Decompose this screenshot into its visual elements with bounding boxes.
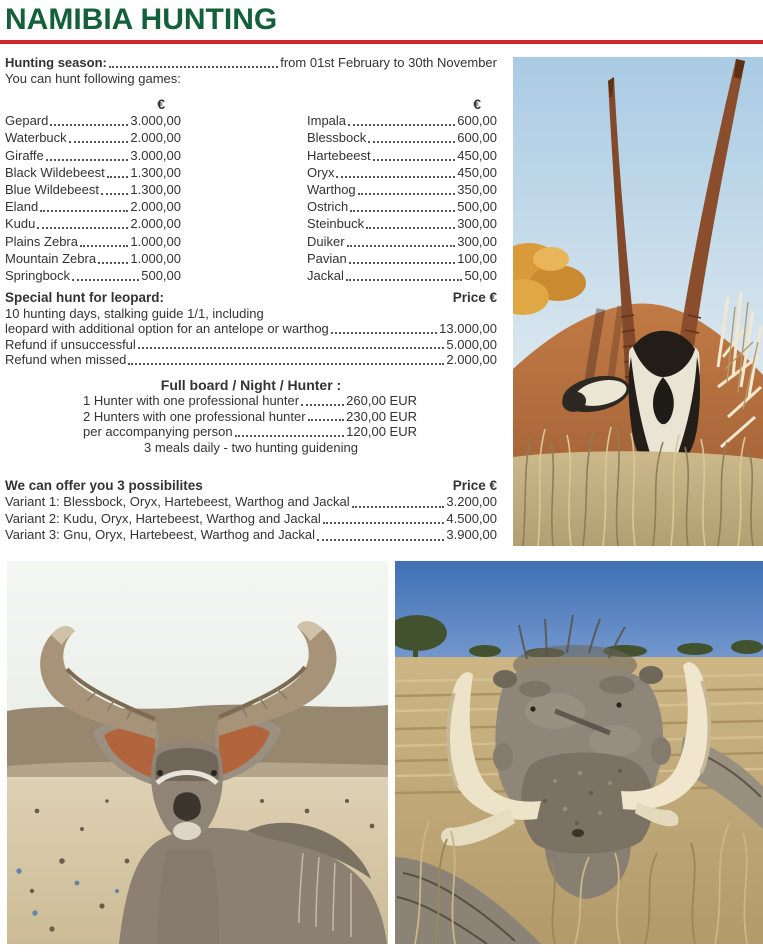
board-row-price: 120,00 EUR <box>346 424 417 440</box>
dot-leader <box>80 245 128 247</box>
game-row <box>5 215 181 232</box>
dot-leader <box>373 159 456 161</box>
game-name: Gepard <box>5 113 49 129</box>
game-row <box>5 250 181 267</box>
game-name: Ostrich <box>307 199 349 215</box>
currency-header-right: € <box>473 96 481 112</box>
game-row <box>307 112 497 129</box>
leopard-row-price: 5.000,00 <box>446 336 497 352</box>
game-row <box>5 267 181 284</box>
offers-section <box>5 478 497 544</box>
dot-leader <box>366 227 455 229</box>
dot-leader <box>358 193 456 195</box>
dot-leader <box>331 332 437 334</box>
game-row <box>307 215 497 232</box>
dot-leader <box>347 245 456 247</box>
game-price: 2.000,00 <box>130 130 181 146</box>
warthog-photo <box>395 561 763 944</box>
dot-leader <box>349 262 455 264</box>
game-price: 300,00 <box>457 233 497 249</box>
leopard-row <box>5 321 497 337</box>
leopard-row <box>5 337 497 353</box>
game-name: Kudu <box>5 216 36 232</box>
game-price: 1.300,00 <box>130 181 181 197</box>
oryx-illustration <box>513 57 763 546</box>
offer-row <box>5 511 497 528</box>
full-board-section <box>5 377 497 456</box>
board-row-price: 260,00 EUR <box>346 392 417 408</box>
board-note: 3 meals daily - two hunting guidening <box>144 440 358 456</box>
game-name: Pavian <box>307 250 347 266</box>
game-price: 350,00 <box>457 181 497 197</box>
game-name: Black Wildebeest <box>5 164 105 180</box>
game-name: Springbock <box>5 267 71 283</box>
price-header: Price € <box>452 478 497 494</box>
kudu-neck <box>157 849 219 944</box>
game-name: Plains Zebra <box>5 233 78 249</box>
game-name: Duiker <box>307 233 345 249</box>
offer-row-price: 4.500,00 <box>446 510 497 526</box>
offer-row-label: Variant 3: Gnu, Oryx, Hartebeest, Warthog and Jackal <box>5 527 315 543</box>
dot-leader <box>336 176 455 178</box>
dot-leader <box>98 262 128 264</box>
game-row <box>5 181 181 198</box>
dot-leader <box>37 227 128 229</box>
board-row-label: 2 Hunters with one professional hunter <box>83 408 306 424</box>
game-price: 450,00 <box>457 147 497 163</box>
game-name: Hartebeest <box>307 147 371 163</box>
dot-leader <box>50 124 128 126</box>
game-row <box>5 164 181 181</box>
season-value: from 01st February to 30th November <box>280 55 497 70</box>
full-board-title: Full board / Night / Hunter : <box>160 376 342 393</box>
game-price: 1.000,00 <box>130 250 181 266</box>
full-board-rows <box>83 393 417 440</box>
game-row <box>307 267 497 284</box>
game-row <box>307 164 497 181</box>
dot-leader <box>109 66 278 68</box>
offer-row <box>5 494 497 511</box>
game-price: 2.000,00 <box>130 216 181 232</box>
game-price: 450,00 <box>457 164 497 180</box>
dot-leader <box>308 419 345 421</box>
oryx-grass <box>513 451 763 546</box>
game-row <box>5 146 181 163</box>
offer-row <box>5 527 497 544</box>
dot-leader <box>40 210 128 212</box>
game-row <box>5 129 181 146</box>
kudu-illustration <box>7 561 388 944</box>
game-row <box>5 198 181 215</box>
game-row <box>307 129 497 146</box>
game-name: Giraffe <box>5 147 44 163</box>
warthog-right-ear <box>639 666 663 684</box>
text-column <box>5 55 497 544</box>
game-price: 1.300,00 <box>130 164 181 180</box>
leopard-title: Special hunt for leopard: <box>5 289 165 305</box>
oryx-photo <box>513 57 763 546</box>
game-price: 3.000,00 <box>130 147 181 163</box>
warthog-left-ear <box>493 670 517 688</box>
games-intro: You can hunt following games: <box>5 71 181 86</box>
warthog-wart-right <box>651 737 671 765</box>
game-name: Blue Wildebeest <box>5 181 99 197</box>
leopard-section-header <box>5 290 497 306</box>
games-column-left <box>5 95 181 284</box>
game-price: 600,00 <box>457 113 497 129</box>
game-price: 100,00 <box>457 250 497 266</box>
game-row <box>307 146 497 163</box>
leopard-row-label: Refund when missed <box>5 352 127 368</box>
game-row <box>307 232 497 249</box>
offers-title: We can offer you 3 possibilites <box>5 478 203 494</box>
leopard-section <box>5 290 497 368</box>
game-price: 1.000,00 <box>130 233 181 249</box>
game-name: Steinbuck <box>307 216 365 232</box>
game-name: Warthog <box>307 181 356 197</box>
game-price: 2.000,00 <box>130 199 181 215</box>
leopard-row-price: 2.000,00 <box>446 352 497 368</box>
kudu-photo <box>7 561 388 944</box>
game-name: Blessbock <box>307 130 367 146</box>
game-name: Jackal <box>307 267 344 283</box>
game-price: 500,00 <box>457 199 497 215</box>
dot-leader <box>323 522 445 524</box>
leopard-row-label: Refund if unsuccessful <box>5 336 136 352</box>
game-price: 50,00 <box>464 267 497 283</box>
game-name: Waterbuck <box>5 130 67 146</box>
dot-leader <box>346 279 463 281</box>
game-name: Mountain Zebra <box>5 250 97 266</box>
games-price-table <box>5 95 497 284</box>
game-row <box>307 250 497 267</box>
offer-row-label: Variant 1: Blessbock, Oryx, Hartebeest, Warthog and Jackal <box>5 494 350 510</box>
offer-row-price: 3.900,00 <box>446 527 497 543</box>
leopard-row-price: 13.000,00 <box>439 321 497 337</box>
dot-leader <box>368 141 455 143</box>
board-row <box>83 409 417 425</box>
offers-section-header <box>5 478 497 494</box>
leopard-row-label: leopard with additional option for an antelope or warthog <box>5 321 329 337</box>
game-price: 500,00 <box>141 267 181 283</box>
dot-leader <box>69 141 129 143</box>
game-price: 600,00 <box>457 130 497 146</box>
board-row-price: 230,00 EUR <box>346 408 417 424</box>
season-label: Hunting season: <box>5 55 107 70</box>
price-header: Price € <box>452 289 497 305</box>
leopard-desc: 10 hunting days, stalking guide 1/1, including <box>5 305 264 321</box>
dot-leader <box>317 539 444 541</box>
board-row <box>83 393 417 409</box>
game-row <box>307 181 497 198</box>
dot-leader <box>235 435 345 437</box>
offer-row-label: Variant 2: Kudu, Oryx, Hartebeest, Warthog and Jackal <box>5 510 321 526</box>
dot-leader <box>128 363 444 365</box>
board-row <box>83 424 417 440</box>
kudu-nose <box>173 792 201 821</box>
games-column-right <box>307 95 497 284</box>
season-line <box>5 55 497 71</box>
dot-leader <box>46 159 129 161</box>
dot-leader <box>72 279 139 281</box>
game-name: Eland <box>5 199 39 215</box>
offer-row-price: 3.200,00 <box>446 494 497 510</box>
dot-leader <box>301 404 344 406</box>
currency-header-left: € <box>157 96 165 112</box>
board-row-label: 1 Hunter with one professional hunter <box>83 392 300 408</box>
leopard-row <box>5 352 497 368</box>
dot-leader <box>107 176 129 178</box>
warthog-wart-left <box>493 743 513 771</box>
board-row-label: per accompanying person <box>83 424 233 440</box>
game-price: 300,00 <box>457 216 497 232</box>
warthog-illustration <box>395 561 763 944</box>
page-title: NAMIBIA HUNTING <box>5 3 278 36</box>
dot-leader <box>348 124 455 126</box>
dot-leader <box>352 506 445 508</box>
game-name: Impala <box>307 113 347 129</box>
red-divider-rule <box>0 40 763 44</box>
dot-leader <box>350 210 455 212</box>
game-row <box>5 232 181 249</box>
game-price: 3.000,00 <box>130 113 181 129</box>
game-row <box>5 112 181 129</box>
dot-leader <box>101 193 128 195</box>
game-row <box>307 198 497 215</box>
game-name: Oryx <box>307 164 335 180</box>
dot-leader <box>138 347 445 349</box>
